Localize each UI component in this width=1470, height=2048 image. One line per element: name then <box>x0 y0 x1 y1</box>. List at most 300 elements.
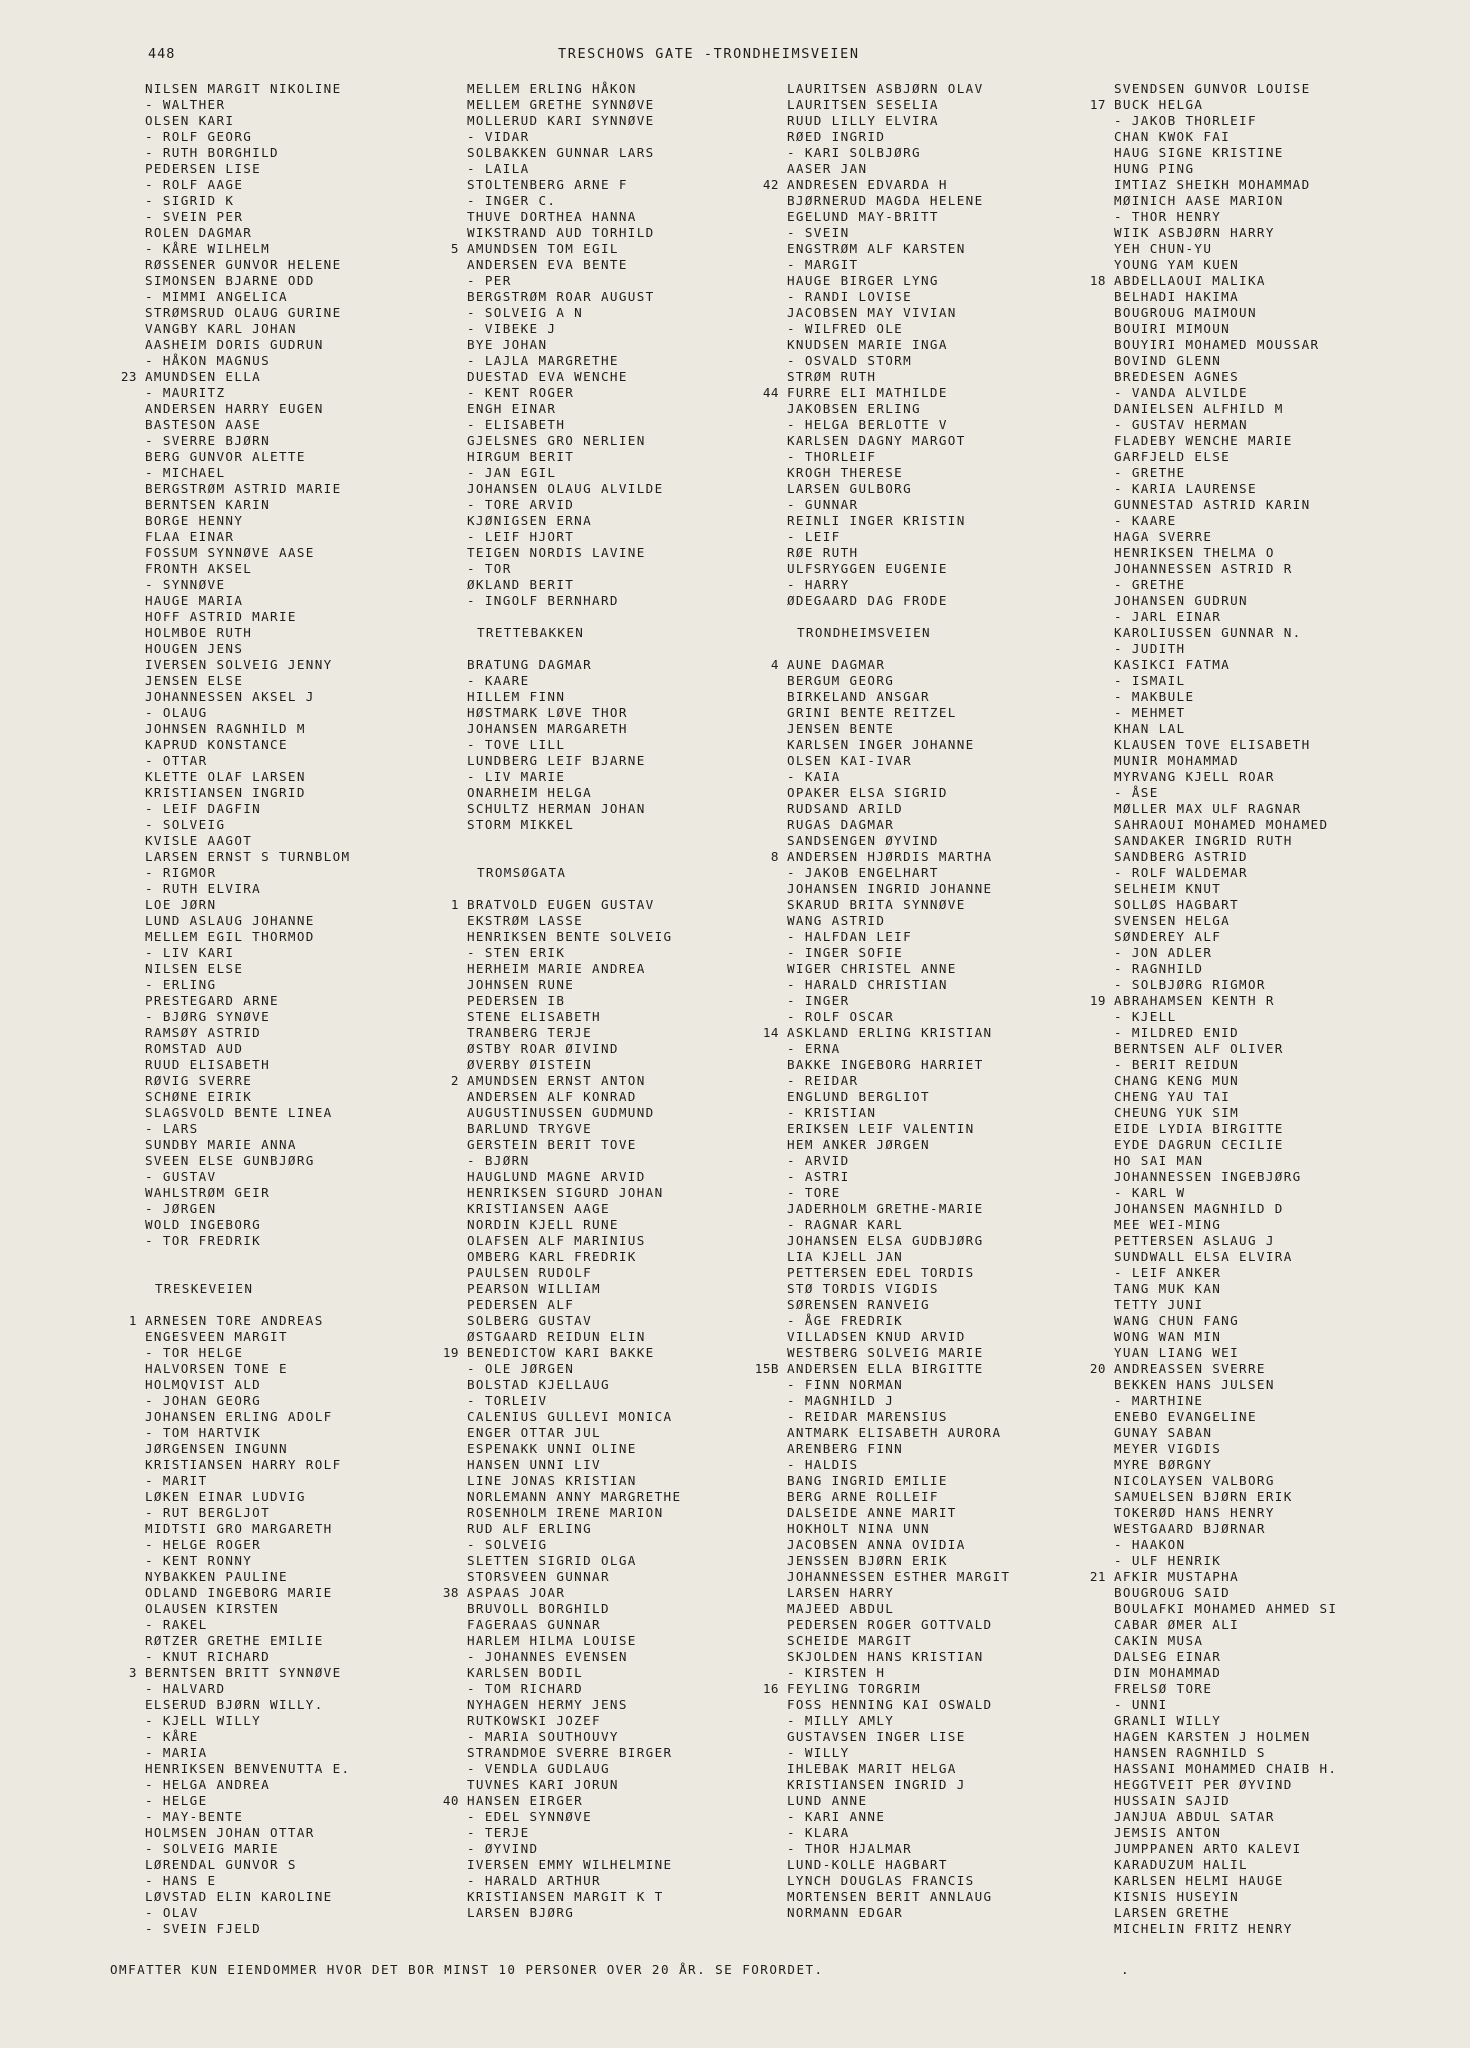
resident-name: - SOLVEIG <box>145 817 226 832</box>
resident-entry <box>145 321 350 337</box>
resident-entry <box>467 1633 681 1649</box>
resident-entry <box>787 993 1010 1009</box>
resident-name: YOUNG YAM KUEN <box>1114 257 1240 272</box>
resident-name: SOLBAKKEN GUNNAR LARS <box>467 145 655 160</box>
resident-entry <box>467 1185 681 1201</box>
street-heading <box>477 625 681 641</box>
resident-entry <box>467 1665 681 1681</box>
resident-entry <box>762 1025 1010 1041</box>
resident-name: KRISTIANSEN MARGIT K T <box>467 1889 664 1904</box>
street-name: TRESKEVEIEN <box>155 1281 254 1296</box>
resident-name: LAURITSEN SESELIA <box>787 97 939 112</box>
resident-entry <box>1114 1025 1337 1041</box>
resident-name: BOUYIRI MOHAMED MOUSSAR <box>1114 337 1320 352</box>
listing-column-4 <box>1089 81 1338 1937</box>
resident-entry <box>787 1793 1010 1809</box>
resident-entry <box>1114 1073 1337 1089</box>
resident-entry <box>467 1249 681 1265</box>
resident-name: FLAA EINAR <box>145 529 235 544</box>
resident-name: - JON ADLER <box>1114 945 1213 960</box>
resident-name: JOHNSEN RUNE <box>467 977 575 992</box>
resident-entry <box>467 145 681 161</box>
resident-name: - KÅRE WILHELM <box>145 241 271 256</box>
resident-entry <box>787 145 1010 161</box>
resident-name: - MARIT <box>145 1473 208 1488</box>
resident-name: LØRENDAL GUNVOR S <box>145 1857 297 1872</box>
spacer <box>467 609 681 625</box>
resident-entry <box>1114 1617 1337 1633</box>
resident-name: - JAKOB THORLEIF <box>1114 113 1257 128</box>
resident-entry <box>145 641 350 657</box>
resident-name: TUVNES KARI JORUN <box>467 1777 619 1792</box>
resident-name: BUCK HELGA <box>1114 97 1204 112</box>
resident-name: RUUD ELISABETH <box>145 1057 271 1072</box>
resident-name: - KAIA <box>787 769 841 784</box>
resident-entry <box>145 1185 350 1201</box>
resident-name: JOHANNESSEN ASTRID R <box>1114 561 1293 576</box>
resident-name: ASPAAS JOAR <box>467 1585 566 1600</box>
resident-entry <box>145 705 350 721</box>
resident-name: PEDERSEN LISE <box>145 161 262 176</box>
resident-name: WANG CHUN FANG <box>1114 1313 1240 1328</box>
resident-entry <box>787 1089 1010 1105</box>
resident-name: HANSEN EIRGER <box>467 1793 584 1808</box>
resident-name: FRELSØ TORE <box>1114 1681 1213 1696</box>
resident-name: - ERNA <box>787 1041 841 1056</box>
resident-name: - KARL W <box>1114 1185 1186 1200</box>
resident-entry <box>787 1601 1010 1617</box>
resident-entry <box>1114 801 1337 817</box>
resident-name: MOLLERUD KARI SYNNØVE <box>467 113 655 128</box>
resident-name: ASKLAND ERLING KRISTIAN <box>787 1025 993 1040</box>
resident-name: - TORLEIV <box>467 1393 548 1408</box>
resident-name: - PER <box>467 273 512 288</box>
resident-name: - INGER SOFIE <box>787 945 904 960</box>
resident-name: - SOLBJØRG RIGMOR <box>1114 977 1266 992</box>
resident-entry <box>1114 1681 1337 1697</box>
resident-entry <box>1114 449 1337 465</box>
resident-name: - HARALD ARTHUR <box>467 1873 601 1888</box>
resident-name: - SVEIN PER <box>145 209 244 224</box>
house-number: 38 <box>442 1585 459 1600</box>
resident-entry <box>1114 609 1337 625</box>
resident-name: BRATVOLD EUGEN GUSTAV <box>467 897 655 912</box>
resident-entry <box>467 1025 681 1041</box>
resident-entry <box>145 1425 350 1441</box>
resident-entry <box>128 1665 350 1681</box>
resident-entry <box>145 993 350 1009</box>
resident-entry <box>467 1457 681 1473</box>
resident-name: LUND ANNE <box>787 1793 868 1808</box>
resident-name: ODLAND INGEBORG MARIE <box>145 1585 333 1600</box>
resident-name: - LAJLA MARGRETHE <box>467 353 619 368</box>
street-name: TRONDHEIMSVEIEN <box>797 625 931 640</box>
resident-name: LØVSTAD ELIN KAROLINE <box>145 1889 333 1904</box>
resident-name: PEARSON WILLIAM <box>467 1281 601 1296</box>
resident-entry <box>787 593 1010 609</box>
resident-entry <box>1114 1745 1337 1761</box>
resident-name: BOVIND GLENN <box>1114 353 1222 368</box>
resident-entry <box>787 1041 1010 1057</box>
resident-name: - VIDAR <box>467 129 530 144</box>
resident-name: KNUDSEN MARIE INGA <box>787 337 948 352</box>
resident-name: TETTY JUNI <box>1114 1297 1204 1312</box>
house-number: 8 <box>770 849 779 864</box>
resident-entry <box>787 1825 1010 1841</box>
resident-entry <box>787 129 1010 145</box>
resident-name: GRANLI WILLY <box>1114 1713 1222 1728</box>
resident-name: EGELUND MAY-BRITT <box>787 209 939 224</box>
resident-name: LARSEN GULBORG <box>787 481 913 496</box>
resident-name: BERGSTRØM ROAR AUGUST <box>467 289 655 304</box>
resident-name: - JAKOB ENGELHART <box>787 865 939 880</box>
resident-name: - ERLING <box>145 977 217 992</box>
resident-name: HAUGLUND MAGNE ARVID <box>467 1169 646 1184</box>
resident-entry <box>145 1729 350 1745</box>
resident-entry <box>145 1041 350 1057</box>
resident-name: - HAAKON <box>1114 1537 1186 1552</box>
resident-entry <box>787 1409 1010 1425</box>
resident-name: WONG WAN MIN <box>1114 1329 1222 1344</box>
resident-name: ØSTBY ROAR ØIVIND <box>467 1041 619 1056</box>
resident-entry <box>787 977 1010 993</box>
resident-name: - TOM RICHARD <box>467 1681 584 1696</box>
resident-name: MAJEED ABDUL <box>787 1601 895 1616</box>
resident-entry <box>145 1329 350 1345</box>
resident-entry <box>787 817 1010 833</box>
resident-entry <box>145 273 350 289</box>
resident-name: JENSSEN BJØRN ERIK <box>787 1553 948 1568</box>
resident-entry <box>787 1777 1010 1793</box>
resident-entry <box>1114 721 1337 737</box>
resident-entry <box>467 1057 681 1073</box>
page-header <box>0 46 1470 66</box>
resident-entry <box>145 1553 350 1569</box>
resident-entry <box>145 225 350 241</box>
resident-entry <box>467 305 681 321</box>
house-number: 21 <box>1089 1569 1106 1584</box>
resident-name: - ELISABETH <box>467 417 566 432</box>
resident-entry <box>1114 673 1337 689</box>
resident-name: KJØNIGSEN ERNA <box>467 513 593 528</box>
resident-name: ØSTGAARD REIDUN ELIN <box>467 1329 646 1344</box>
resident-entry <box>787 897 1010 913</box>
resident-name: ARNESEN TORE ANDREAS <box>145 1313 324 1328</box>
resident-name: - MAURITZ <box>145 385 226 400</box>
resident-name: BELHADI HAKIMA <box>1114 289 1240 304</box>
resident-name: SØNDEREY ALF <box>1114 929 1222 944</box>
resident-name: VANGBY KARL JOHAN <box>145 321 297 336</box>
resident-entry <box>145 193 350 209</box>
resident-name: BOLSTAD KJELLAUG <box>467 1377 610 1392</box>
resident-entry <box>1114 1585 1337 1601</box>
resident-entry <box>467 1777 681 1793</box>
resident-entry <box>787 545 1010 561</box>
resident-entry <box>787 769 1010 785</box>
resident-entry <box>145 1633 350 1649</box>
resident-entry <box>145 1089 350 1105</box>
resident-entry <box>467 705 681 721</box>
resident-entry <box>467 1809 681 1825</box>
resident-entry <box>787 833 1010 849</box>
resident-entry <box>467 1681 681 1697</box>
street-name: TROMSØGATA <box>477 865 567 880</box>
resident-entry <box>1114 1601 1337 1617</box>
resident-name: STRØMSRUD OLAUG GURINE <box>145 305 342 320</box>
resident-name: SANDSENGEN ØYVIND <box>787 833 939 848</box>
resident-name: - KAARE <box>467 673 530 688</box>
resident-name: NICOLAYSEN VALBORG <box>1114 1473 1275 1488</box>
resident-name: BERGSTRØM ASTRID MARIE <box>145 481 342 496</box>
resident-entry <box>1114 561 1337 577</box>
resident-name: PAULSEN RUDOLF <box>467 1265 593 1280</box>
resident-entry <box>1114 1169 1337 1185</box>
street-heading <box>477 865 681 881</box>
resident-entry <box>1114 1489 1337 1505</box>
resident-name: WESTBERG SOLVEIG MARIE <box>787 1345 984 1360</box>
resident-entry <box>1114 129 1337 145</box>
resident-entry <box>787 1313 1010 1329</box>
resident-entry <box>467 1473 681 1489</box>
resident-entry <box>787 1153 1010 1169</box>
resident-name: LØKEN EINAR LUDVIG <box>145 1489 306 1504</box>
resident-entry <box>1114 1393 1337 1409</box>
spacer <box>145 1297 350 1313</box>
resident-entry <box>467 417 681 433</box>
resident-entry <box>442 1793 681 1809</box>
resident-entry <box>1114 1233 1337 1249</box>
resident-name: KISNIS HUSEYIN <box>1114 1889 1240 1904</box>
resident-entry <box>787 1873 1010 1889</box>
resident-entry <box>787 1617 1010 1633</box>
resident-entry <box>145 1489 350 1505</box>
listing-column-2 <box>442 81 682 1921</box>
resident-entry <box>787 1841 1010 1857</box>
resident-entry <box>1114 929 1337 945</box>
resident-entry <box>787 465 1010 481</box>
resident-entry <box>145 1057 350 1073</box>
resident-entry <box>145 1393 350 1409</box>
spacer <box>467 881 681 897</box>
resident-name: ENGH EINAR <box>467 401 557 416</box>
resident-name: - OTTAR <box>145 753 208 768</box>
resident-entry <box>467 209 681 225</box>
resident-entry <box>467 337 681 353</box>
resident-name: - RANDI LOVISE <box>787 289 913 304</box>
resident-entry <box>145 529 350 545</box>
resident-name: ØVERBY ØISTEIN <box>467 1057 593 1072</box>
resident-entry <box>145 97 350 113</box>
resident-name: LUND ASLAUG JOHANNE <box>145 913 315 928</box>
resident-entry <box>442 1345 681 1361</box>
resident-entry <box>1114 1857 1337 1873</box>
resident-name: CHENG YAU TAI <box>1114 1089 1231 1104</box>
resident-name: KVISLE AAGOT <box>145 833 253 848</box>
resident-entry <box>145 1569 350 1585</box>
resident-entry <box>1114 145 1337 161</box>
resident-name: - KLARA <box>787 1825 850 1840</box>
resident-entry <box>145 769 350 785</box>
resident-entry <box>145 929 350 945</box>
resident-entry <box>787 1665 1010 1681</box>
resident-name: VILLADSEN KNUD ARVID <box>787 1329 966 1344</box>
resident-entry <box>145 577 350 593</box>
resident-name: - BERIT REIDUN <box>1114 1057 1240 1072</box>
resident-name: MØINICH AASE MARION <box>1114 193 1284 208</box>
resident-entry <box>467 1393 681 1409</box>
spacer <box>145 1265 350 1281</box>
resident-entry <box>1114 1841 1337 1857</box>
resident-name: - GUSTAV <box>145 1169 217 1184</box>
resident-entry <box>1114 881 1337 897</box>
resident-name: GRINI BENTE REITZEL <box>787 705 957 720</box>
resident-entry <box>467 385 681 401</box>
resident-entry <box>467 1297 681 1313</box>
resident-entry <box>145 353 350 369</box>
resident-entry <box>467 737 681 753</box>
resident-name: HENRIKSEN BENVENUTTA E. <box>145 1761 351 1776</box>
resident-entry <box>467 753 681 769</box>
resident-name: - OLAV <box>145 1905 199 1920</box>
resident-entry <box>145 1601 350 1617</box>
resident-entry <box>787 161 1010 177</box>
resident-name: - HELGE ROGER <box>145 1537 262 1552</box>
resident-entry <box>467 177 681 193</box>
resident-entry <box>467 1889 681 1905</box>
resident-name: SVENDSEN GUNVOR LOUISE <box>1114 81 1311 96</box>
resident-name: BANG INGRID EMILIE <box>787 1473 948 1488</box>
resident-name: NORDIN KJELL RUNE <box>467 1217 619 1232</box>
resident-name: - KJELL WILLY <box>145 1713 262 1728</box>
resident-name: JEMSIS ANTON <box>1114 1825 1222 1840</box>
resident-entry <box>145 1697 350 1713</box>
resident-name: MUNIR MOHAMMAD <box>1114 753 1240 768</box>
resident-name: LYNCH DOUGLAS FRANCIS <box>787 1873 975 1888</box>
resident-name: SCHEIDE MARGIT <box>787 1633 913 1648</box>
resident-name: HIRGUM BERIT <box>467 449 575 464</box>
resident-name: JOHANSEN GUDRUN <box>1114 593 1248 608</box>
resident-entry <box>787 1521 1010 1537</box>
resident-entry <box>467 433 681 449</box>
resident-entry <box>787 1249 1010 1265</box>
house-number: 44 <box>762 385 779 400</box>
resident-entry <box>1114 641 1337 657</box>
resident-name: - BJØRN <box>467 1153 530 1168</box>
resident-name: OPAKER ELSA SIGRID <box>787 785 948 800</box>
resident-entry <box>145 1505 350 1521</box>
resident-entry <box>467 993 681 1009</box>
resident-entry <box>1114 337 1337 353</box>
resident-name: BERG GUNVOR ALETTE <box>145 449 306 464</box>
resident-name: - REIDAR <box>787 1073 859 1088</box>
resident-entry <box>787 417 1010 433</box>
resident-name: BENEDICTOW KARI BAKKE <box>467 1345 655 1360</box>
resident-entry <box>467 529 681 545</box>
resident-name: HENRIKSEN SIGURD JOHAN <box>467 1185 664 1200</box>
resident-entry <box>787 305 1010 321</box>
resident-name: - GRETHE <box>1114 465 1186 480</box>
resident-entry <box>145 561 350 577</box>
resident-entry <box>467 1553 681 1569</box>
resident-entry <box>787 1457 1010 1473</box>
resident-entry <box>787 1857 1010 1873</box>
resident-entry <box>145 305 350 321</box>
resident-entry <box>467 465 681 481</box>
resident-name: RUGAS DAGMAR <box>787 817 895 832</box>
resident-entry <box>787 1761 1010 1777</box>
resident-name: - JØRGEN <box>145 1201 217 1216</box>
resident-name: KRISTIANSEN INGRID J <box>787 1777 966 1792</box>
resident-name: JOHANNESSEN ESTHER MARGIT <box>787 1569 1011 1584</box>
resident-name: SKJOLDEN HANS KRISTIAN <box>787 1649 984 1664</box>
resident-entry <box>145 1537 350 1553</box>
resident-name: ULFSRYGGEN EUGENIE <box>787 561 948 576</box>
resident-name: SLETTEN SIGRID OLGA <box>467 1553 637 1568</box>
resident-name: ANDREASSEN SVERRE <box>1114 1361 1266 1376</box>
resident-entry <box>1114 1345 1337 1361</box>
resident-entry <box>145 1793 350 1809</box>
resident-name: IMTIAZ SHEIKH MOHAMMAD <box>1114 177 1311 192</box>
house-number: 19 <box>442 1345 459 1360</box>
resident-name: DANIELSEN ALFHILD M <box>1114 401 1284 416</box>
resident-entry <box>145 1921 350 1937</box>
resident-name: WIKSTRAND AUD TORHILD <box>467 225 655 240</box>
resident-name: ARENBERG FINN <box>787 1441 904 1456</box>
resident-entry <box>145 497 350 513</box>
house-number: 18 <box>1089 273 1106 288</box>
resident-entry <box>1114 1121 1337 1137</box>
resident-name: KLAUSEN TOVE ELISABETH <box>1114 737 1311 752</box>
resident-entry <box>1114 1777 1337 1793</box>
resident-name: - EDEL SYNNØVE <box>467 1809 593 1824</box>
resident-name: - THORLEIF <box>787 449 877 464</box>
resident-entry <box>787 561 1010 577</box>
house-number: 5 <box>450 241 459 256</box>
resident-entry <box>145 961 350 977</box>
resident-name: JANJUA ABDUL SATAR <box>1114 1809 1275 1824</box>
resident-name: WOLD INGEBORG <box>145 1217 262 1232</box>
resident-name: - MARIA <box>145 1745 208 1760</box>
resident-name: - MILDRED ENID <box>1114 1025 1240 1040</box>
resident-entry <box>1114 1713 1337 1729</box>
resident-name: - ÅSE <box>1114 785 1159 800</box>
resident-name: AASHEIM DORIS GUDRUN <box>145 337 324 352</box>
resident-entry <box>787 801 1010 817</box>
resident-name: ONARHEIM HELGA <box>467 785 593 800</box>
resident-name: RØVIG SVERRE <box>145 1073 253 1088</box>
resident-entry <box>467 673 681 689</box>
resident-entry <box>145 1169 350 1185</box>
resident-name: - GRETHE <box>1114 577 1186 592</box>
resident-entry <box>467 1217 681 1233</box>
footer-mark: . <box>1121 1962 1129 1977</box>
resident-entry <box>145 513 350 529</box>
house-number: 40 <box>442 1793 459 1808</box>
resident-name: - TERJE <box>467 1825 530 1840</box>
resident-entry <box>467 817 681 833</box>
spacer <box>145 1249 350 1265</box>
resident-entry <box>787 1745 1010 1761</box>
resident-name: HOFF ASTRID MARIE <box>145 609 297 624</box>
resident-entry <box>467 1873 681 1889</box>
resident-name: - OSVALD STORM <box>787 353 913 368</box>
resident-name: GARFJELD ELSE <box>1114 449 1231 464</box>
resident-name: BREDESEN AGNES <box>1114 369 1240 384</box>
resident-name: - MAY-BENTE <box>145 1809 244 1824</box>
resident-name: - SOLVEIG MARIE <box>145 1841 279 1856</box>
resident-entry <box>145 113 350 129</box>
resident-entry <box>787 673 1010 689</box>
